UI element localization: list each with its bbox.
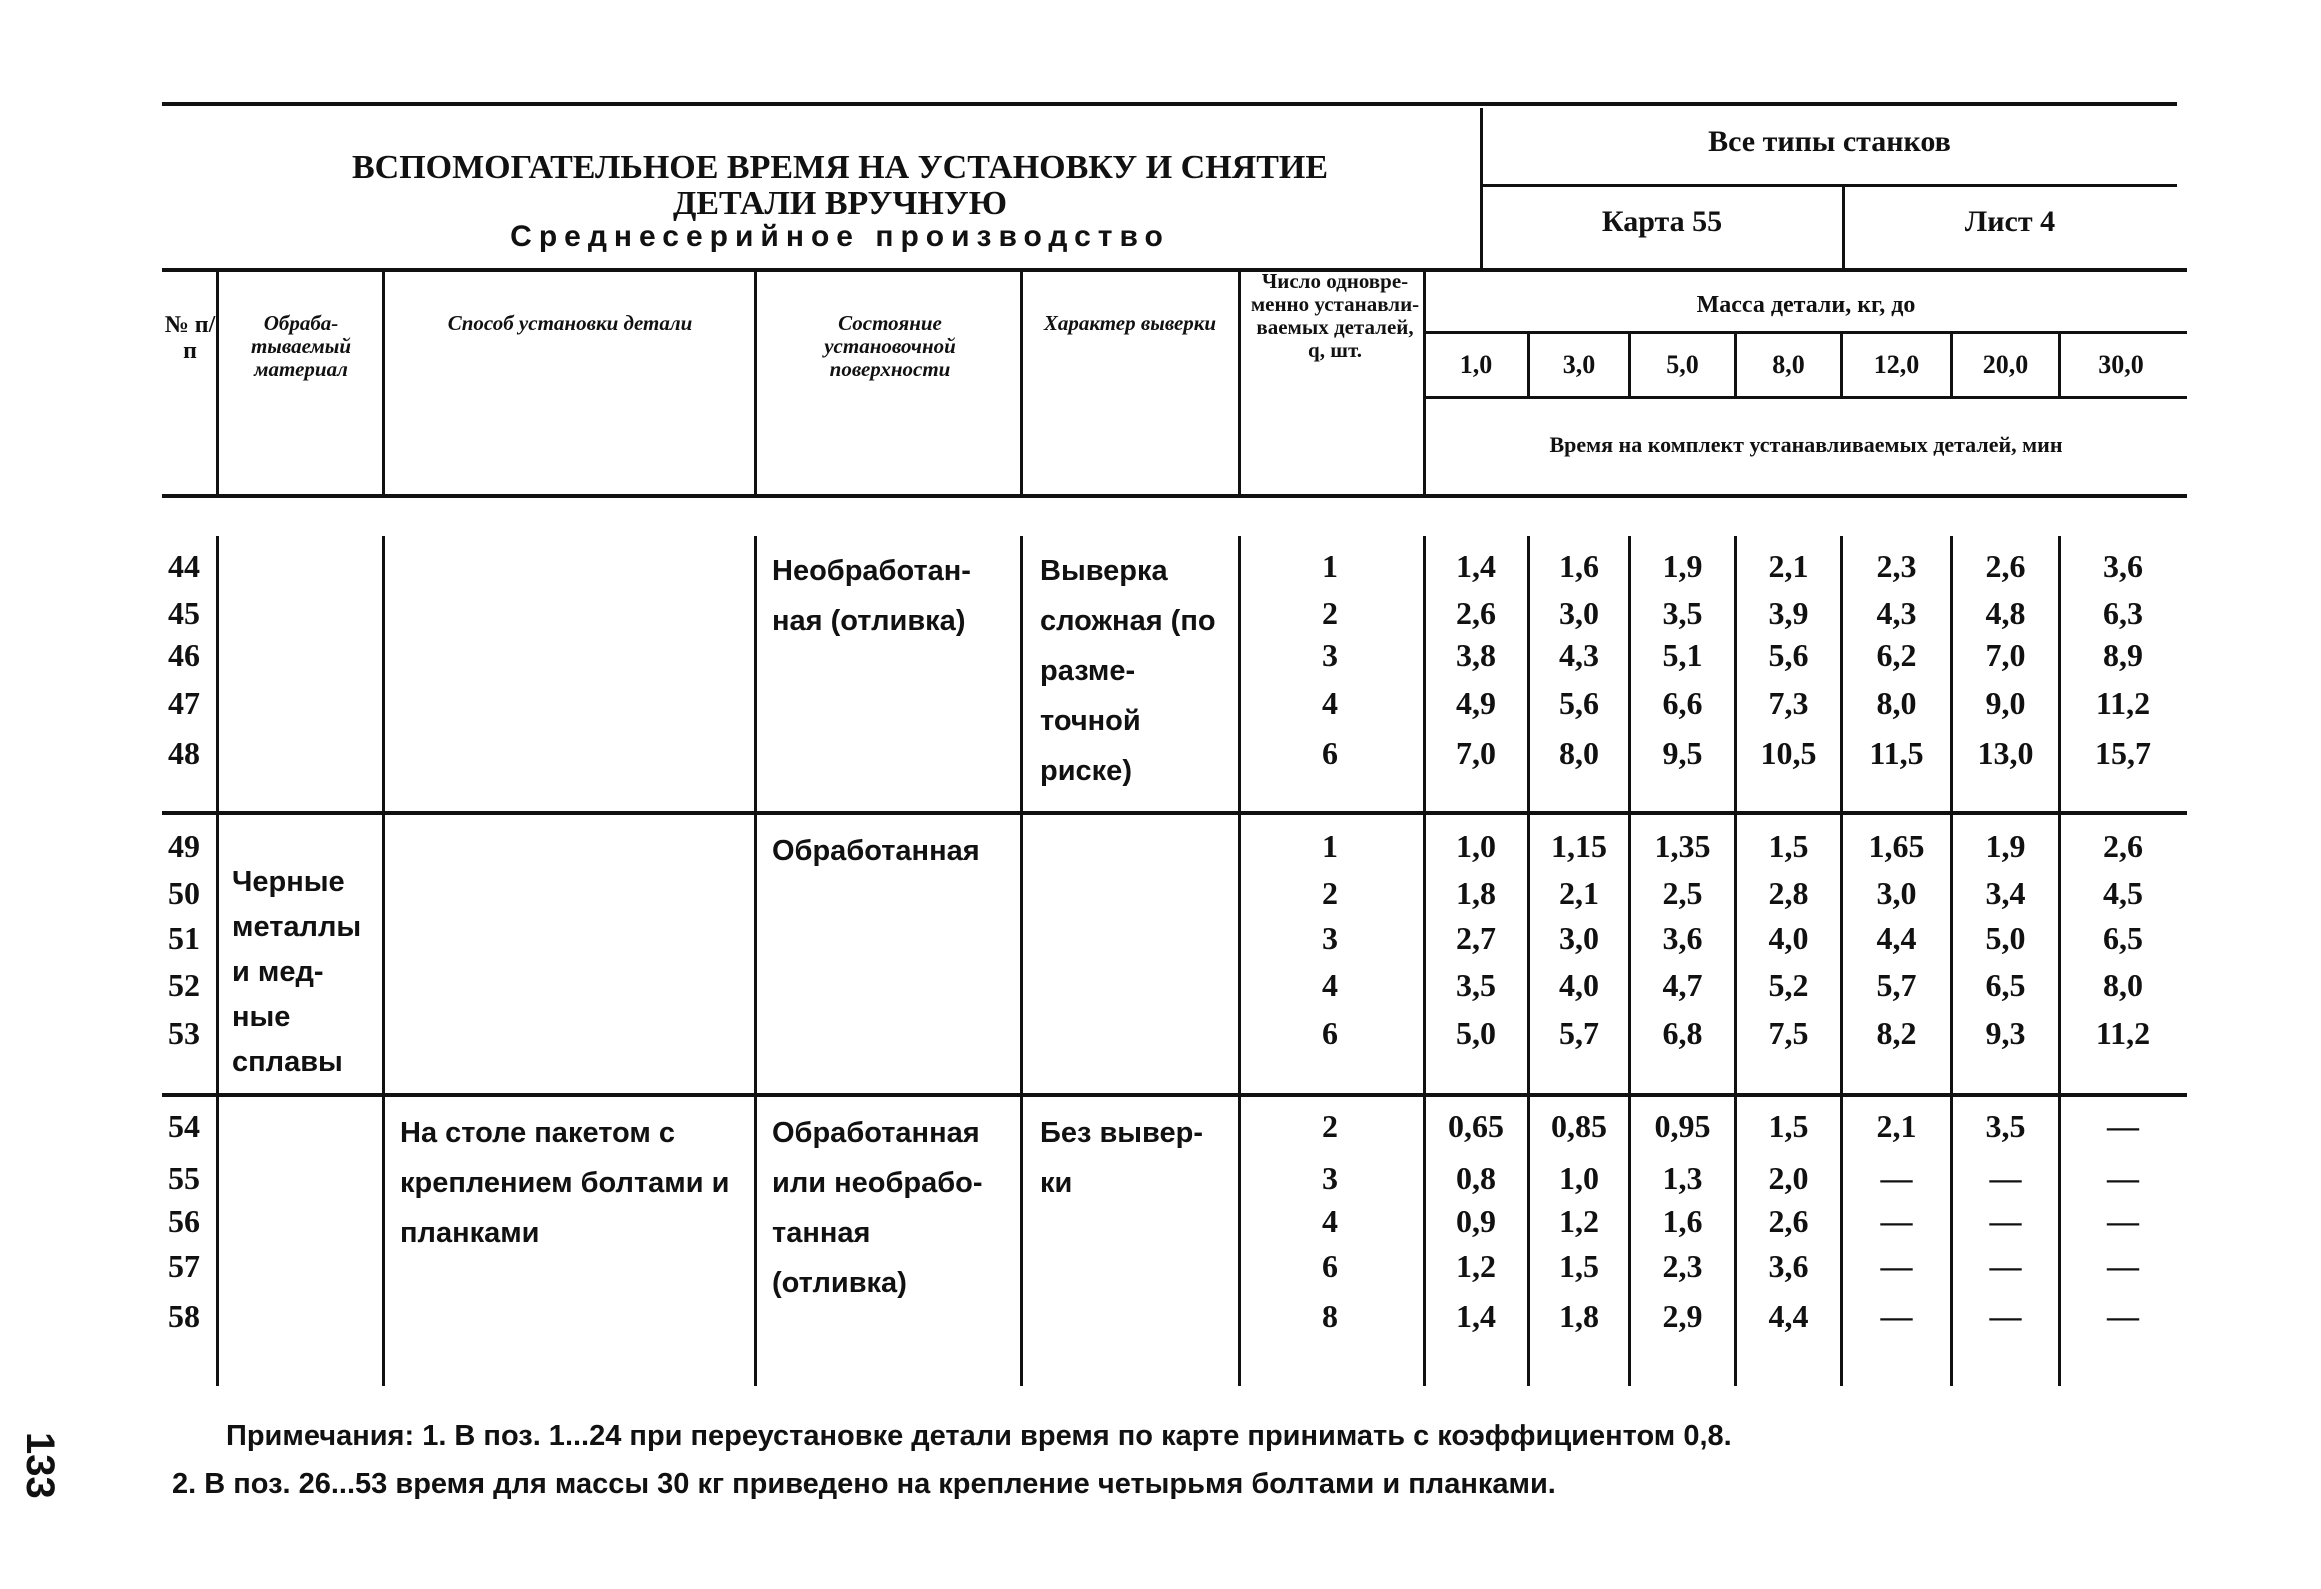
- row-number: 45: [168, 595, 200, 631]
- time-cell: 5,1: [1662, 637, 1703, 673]
- time-cell: 5,6: [1559, 685, 1599, 721]
- time-cell: 3,0: [1876, 875, 1917, 911]
- hdr-vline-4: [1020, 270, 1023, 496]
- table-top-rule: [162, 268, 2187, 272]
- time-cell: 6,2: [1876, 637, 1917, 673]
- row-number: 46: [168, 637, 200, 673]
- time-cell: 2,3: [1876, 548, 1917, 584]
- row-count: 1: [1322, 548, 1338, 584]
- time-cell: 7,5: [1768, 1015, 1809, 1051]
- time-cell: 3,5: [1456, 967, 1496, 1003]
- sheet-number: Лист 4: [1964, 205, 2056, 238]
- time-cell: —: [2107, 1203, 2139, 1239]
- time-cell: —: [1880, 1160, 1913, 1196]
- time-cell: 0,65: [1448, 1108, 1504, 1144]
- time-cell: 5,0: [1456, 1015, 1496, 1051]
- row-number: 54: [168, 1108, 200, 1144]
- time-cell: 5,7: [1559, 1015, 1599, 1051]
- row-number: 53: [168, 1015, 200, 1051]
- top-rule: [162, 102, 2177, 106]
- time-cell: 1,9: [1985, 828, 2026, 864]
- mass-values-rule: [1425, 396, 2187, 399]
- mass-5: 12,0: [1873, 350, 1920, 379]
- header-mid-rule: [1482, 184, 2177, 187]
- row-number: 55: [168, 1160, 200, 1196]
- time-cell: 8,0: [2103, 967, 2143, 1003]
- row-count: 3: [1322, 637, 1338, 673]
- time-cell: 1,8: [1456, 875, 1496, 911]
- time-cell: 5,7: [1876, 967, 1917, 1003]
- row-count: 8: [1322, 1298, 1338, 1334]
- time-cell: 6,3: [2103, 595, 2143, 631]
- time-cell: 4,3: [1876, 595, 1917, 631]
- mass-2: 3,0: [1562, 350, 1596, 379]
- col-method: Способ установки детали: [447, 311, 693, 335]
- time-cell: 0,9: [1456, 1203, 1496, 1239]
- time-cell: 2,1: [1768, 548, 1809, 584]
- time-cell: 2,8: [1768, 875, 1809, 911]
- time-cell: 2,9: [1662, 1298, 1703, 1334]
- time-cell: 3,6: [2103, 548, 2143, 584]
- col-count: Число одновре- менно устанавли- ваемых деталей, q, шт.: [1250, 269, 1420, 362]
- g3-surface: Обработанная или необрабо- танная (отливка): [772, 1117, 983, 1299]
- time-cell: 5,2: [1768, 967, 1809, 1003]
- time-cell: 2,6: [2103, 828, 2143, 864]
- time-cell: 2,5: [1662, 875, 1703, 911]
- body-vline-5: [1238, 536, 1241, 1386]
- mass-header-rule: [1425, 331, 2187, 334]
- time-cell: 4,5: [2103, 875, 2143, 911]
- time-cell: 4,9: [1456, 685, 1496, 721]
- time-cell: 0,95: [1654, 1108, 1711, 1144]
- mass-1: 1,0: [1459, 350, 1493, 379]
- note-2: 2. В поз. 26...53 время для массы 30 кг приведено на крепление четырьмя болтами и планками.: [172, 1468, 1556, 1500]
- row-count: 3: [1322, 920, 1338, 956]
- time-cell: 9,5: [1662, 735, 1703, 771]
- time-cell: 2,6: [1456, 595, 1496, 631]
- row-count: 4: [1322, 1203, 1338, 1239]
- machine-types: Все типы станков: [1708, 125, 1951, 158]
- body-vline-4: [1020, 536, 1023, 1386]
- g3-alignment: Без вывер- ки: [1040, 1117, 1203, 1199]
- row-count: 6: [1322, 735, 1338, 771]
- hdr-vline-1: [216, 270, 219, 496]
- time-cell: 1,4: [1456, 1298, 1496, 1334]
- time-cell: 11,5: [1869, 735, 1924, 771]
- time-cell: —: [1989, 1160, 2022, 1196]
- row-number: 56: [168, 1203, 200, 1239]
- time-cell: —: [2107, 1298, 2139, 1334]
- time-cell: 3,6: [1662, 920, 1703, 956]
- time-cell: 1,5: [1768, 1108, 1809, 1144]
- g3-method: На столе пакетом с креплением болтами и планками: [400, 1117, 730, 1249]
- time-cell: 1,9: [1662, 548, 1703, 584]
- page-number: 133: [18, 1432, 62, 1499]
- time-cell: 6,5: [1985, 967, 2026, 1003]
- row-number: 49: [168, 828, 200, 864]
- card-number: Карта 55: [1601, 205, 1723, 238]
- time-cell: 4,4: [1876, 920, 1917, 956]
- hdr-vline-3: [754, 270, 757, 496]
- row-number: 50: [168, 875, 200, 911]
- time-cell: 1,6: [1662, 1203, 1703, 1239]
- row-number: 58: [168, 1298, 200, 1334]
- time-cell: —: [2107, 1160, 2139, 1196]
- time-cell: 4,7: [1662, 967, 1703, 1003]
- body-vline-2: [382, 536, 385, 1386]
- time-cell: 4,0: [1768, 920, 1809, 956]
- time-cell: 1,8: [1559, 1298, 1599, 1334]
- col-material: Обраба- тываемый материал: [250, 311, 352, 381]
- g1-alignment: Выверка сложная (по разме- точной риске): [1040, 555, 1216, 787]
- mass-6: 20,0: [1982, 350, 2029, 379]
- row-count: 2: [1322, 595, 1338, 631]
- time-cell: 3,5: [1985, 1108, 2026, 1144]
- row-count: 4: [1322, 685, 1338, 721]
- time-cell: 1,5: [1559, 1248, 1599, 1284]
- g1-surface: Необработан- ная (отливка): [772, 555, 971, 637]
- time-cell: 11,2: [2095, 1015, 2151, 1051]
- time-cell: 1,4: [1456, 548, 1496, 584]
- row-number: 47: [168, 685, 200, 721]
- note-1: Примечания: 1. В поз. 1...24 при переустановке детали время по карте принимать с коэффициентом 0,8.: [226, 1420, 1732, 1452]
- group-rule-2: [162, 1093, 2187, 1097]
- group-rule-1: [162, 811, 2187, 815]
- mass-4: 8,0: [1772, 350, 1805, 379]
- row-count: 4: [1322, 967, 1338, 1003]
- time-cell: 0,8: [1456, 1160, 1496, 1196]
- time-cell: 1,5: [1768, 828, 1809, 864]
- time-cell: —: [1880, 1248, 1913, 1284]
- time-cell: 0,85: [1551, 1108, 1607, 1144]
- time-cell: 7,0: [1456, 735, 1496, 771]
- body-vline-3: [754, 536, 757, 1386]
- time-cell: 2,0: [1768, 1160, 1809, 1196]
- time-cell: 4,0: [1559, 967, 1599, 1003]
- time-cell: 4,8: [1985, 595, 2026, 631]
- time-cell: 1,0: [1456, 828, 1496, 864]
- time-cell: 2,7: [1456, 920, 1496, 956]
- row-number: 51: [168, 920, 200, 956]
- time-cell: 1,2: [1456, 1248, 1496, 1284]
- time-cell: 2,1: [1876, 1108, 1917, 1144]
- time-cell: 1,0: [1559, 1160, 1599, 1196]
- time-cell: 2,3: [1662, 1248, 1703, 1284]
- time-cell: —: [2107, 1108, 2139, 1144]
- g2-surface: Обработанная: [772, 835, 980, 867]
- col-time-header: Время на комплект устанавливаемых деталей, мин: [1549, 432, 2063, 457]
- row-count: 2: [1322, 875, 1338, 911]
- time-cell: —: [1880, 1298, 1913, 1334]
- row-count: 3: [1322, 1160, 1338, 1196]
- row-number: 44: [168, 548, 200, 584]
- time-cell: 4,4: [1768, 1298, 1809, 1334]
- time-cell: 1,3: [1662, 1160, 1703, 1196]
- page-subtitle: Среднесерийное производство: [510, 220, 1170, 253]
- time-cell: 6,6: [1662, 685, 1703, 721]
- time-cell: 2,6: [1768, 1203, 1809, 1239]
- row-count: 6: [1322, 1248, 1338, 1284]
- time-cell: 3,0: [1559, 920, 1599, 956]
- time-cell: 1,6: [1559, 548, 1599, 584]
- body-vline-1: [216, 536, 219, 1386]
- time-cell: 8,2: [1876, 1015, 1917, 1051]
- time-cell: 9,0: [1985, 685, 2026, 721]
- hdr-vline-2: [382, 270, 385, 496]
- row-count: 1: [1322, 828, 1338, 864]
- page-title: ВСПОМОГАТЕЛЬНОЕ ВРЕМЯ НА УСТАНОВКУ И СНЯТИЕ ДЕТАЛИ ВРУЧНУЮ: [351, 149, 1329, 222]
- time-cell: 8,9: [2103, 637, 2143, 673]
- time-cell: 3,5: [1662, 595, 1703, 631]
- hdr-vline-5: [1238, 270, 1241, 496]
- time-cell: 5,0: [1985, 920, 2026, 956]
- time-cell: 11,2: [2095, 685, 2151, 721]
- time-cell: 3,0: [1559, 595, 1599, 631]
- time-cell: 1,15: [1551, 828, 1607, 864]
- time-cell: 8,0: [1559, 735, 1599, 771]
- time-cell: 15,7: [2095, 735, 2151, 771]
- col-mass-header: Масса детали, кг, до: [1696, 292, 1916, 318]
- time-cell: 5,6: [1768, 637, 1809, 673]
- time-cell: 3,9: [1768, 595, 1809, 631]
- time-cell: 3,4: [1985, 875, 2026, 911]
- col-surface: Состояние установочной поверхности: [824, 311, 956, 381]
- time-cell: 7,3: [1768, 685, 1809, 721]
- time-cell: 8,0: [1876, 685, 1917, 721]
- time-cell: 9,3: [1985, 1015, 2026, 1051]
- time-cell: 13,0: [1977, 735, 2034, 771]
- time-cell: 6,8: [1662, 1015, 1703, 1051]
- row-number: 48: [168, 735, 200, 771]
- col-no: № п/п: [164, 312, 216, 364]
- row-number: 52: [168, 967, 200, 1003]
- col-alignment: Характер выверки: [1043, 311, 1217, 335]
- time-cell: 2,1: [1559, 875, 1599, 911]
- time-cell: 6,5: [2103, 920, 2143, 956]
- material-group: Черные металлы и мед- ные сплавы: [232, 866, 362, 1078]
- group-rule-1b: [756, 811, 1020, 815]
- time-cell: —: [1989, 1298, 2022, 1334]
- time-cell: 3,6: [1768, 1248, 1809, 1284]
- time-cell: 1,35: [1654, 828, 1711, 864]
- time-cell: 4,3: [1559, 637, 1599, 673]
- time-cell: —: [1989, 1248, 2022, 1284]
- time-cell: 10,5: [1760, 735, 1817, 771]
- mass-7: 30,0: [2098, 350, 2144, 379]
- mass-3: 5,0: [1666, 350, 1699, 379]
- row-number: 57: [168, 1248, 200, 1284]
- row-count: 6: [1322, 1015, 1338, 1051]
- time-cell: 1,65: [1868, 828, 1925, 864]
- header-bottom-rule: [162, 494, 2187, 498]
- time-cell: 1,2: [1559, 1203, 1599, 1239]
- time-cell: —: [1989, 1203, 2022, 1239]
- time-cell: —: [1880, 1203, 1913, 1239]
- time-cell: 7,0: [1985, 637, 2026, 673]
- time-cell: 3,8: [1456, 637, 1496, 673]
- row-count: 2: [1322, 1108, 1338, 1144]
- body-vline-12: [2058, 536, 2061, 1386]
- time-cell: 2,6: [1985, 548, 2026, 584]
- time-cell: —: [2107, 1248, 2139, 1284]
